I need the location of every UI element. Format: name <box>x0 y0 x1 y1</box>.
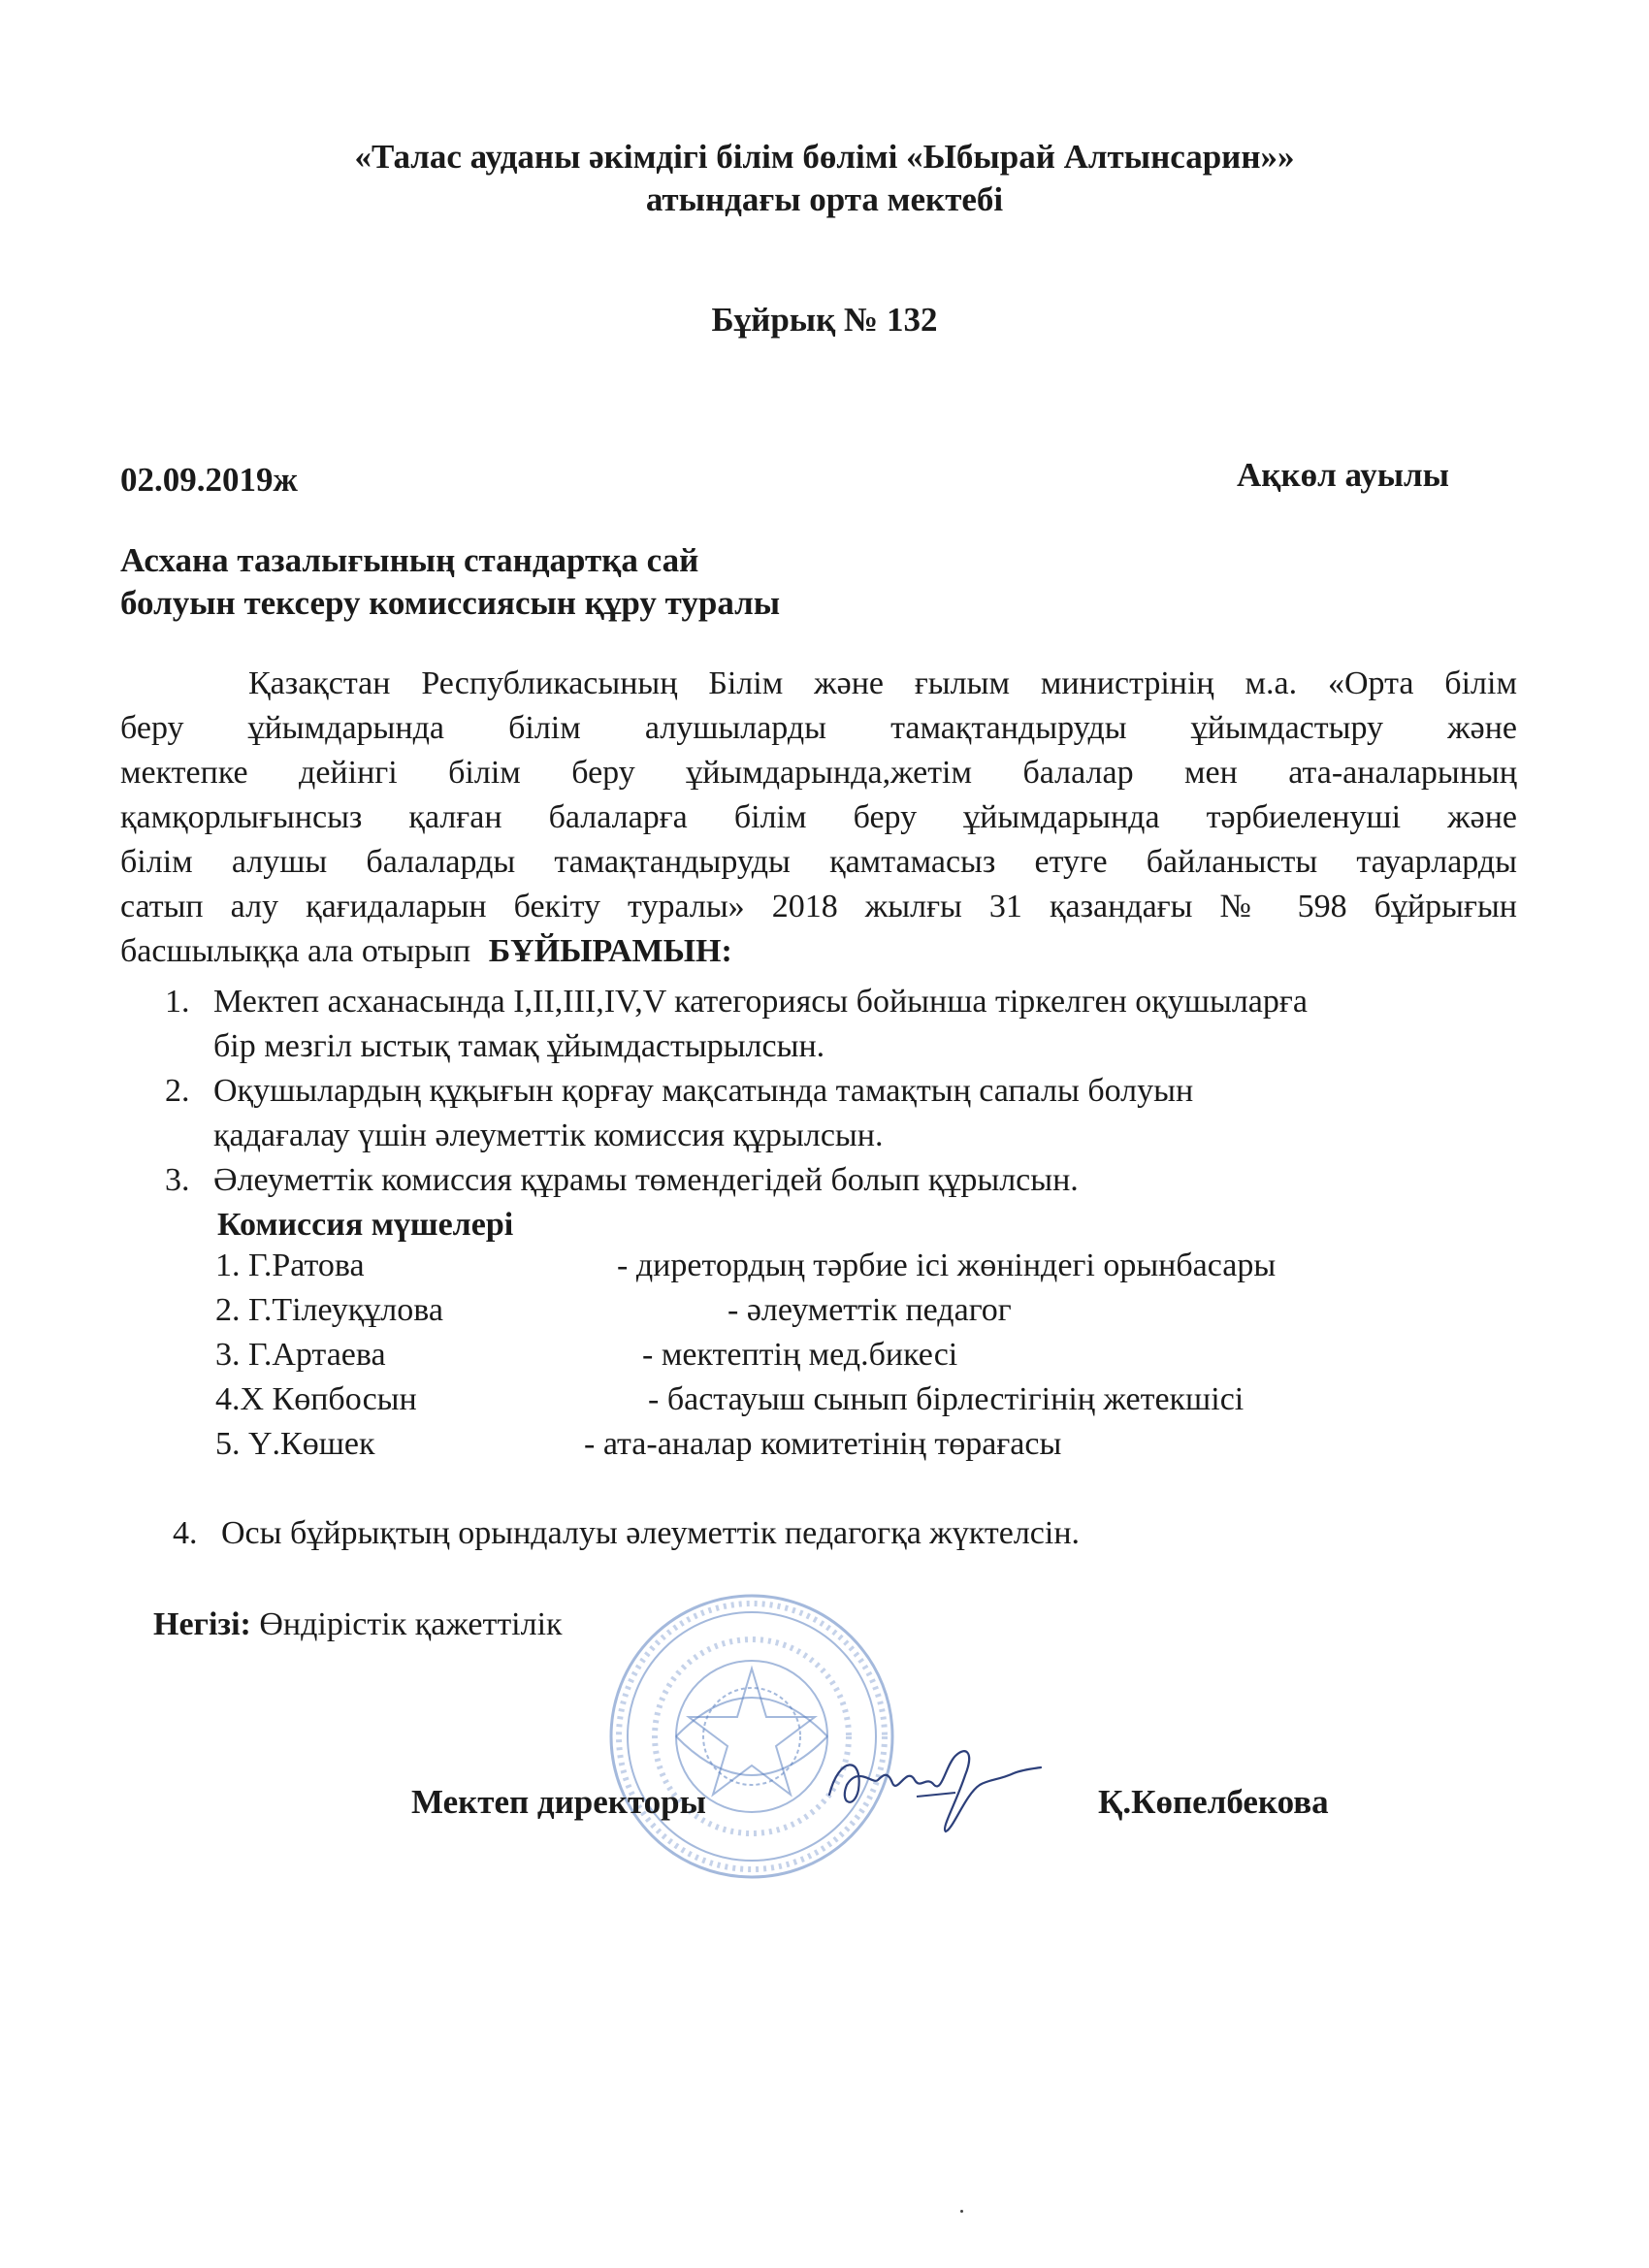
basis-text: Өндірістік қажеттілік <box>259 1606 563 1642</box>
order-title: Бұйрық № 132 <box>711 301 938 339</box>
list-item-number: 2. <box>165 1073 190 1109</box>
commission-member-role: - ата-аналар комитетінің төрағасы <box>584 1426 1062 1462</box>
basis-line <box>153 1603 563 1647</box>
preamble-line: беру ұйымдарында білім алушыларды тамақтандыруды ұйымдастыру және <box>120 710 1517 746</box>
commission-member-name: 1. Г.Ратова <box>215 1247 365 1283</box>
commission-heading: Комиссия мүшелері <box>217 1207 514 1243</box>
list-item-text: Оқушылардың құқығын қорғау мақсатында тамақтың сапалы болуын <box>213 1073 1194 1109</box>
preamble-line: қамқорлығынсыз қалған балаларға білім беру ұйымдарында тәрбиеленуші және <box>120 799 1517 835</box>
preamble-line: білім алушы балаларды тамақтандыруды қамтамасыз етуге байланысты тауарларды <box>120 844 1517 880</box>
signature-icon <box>820 1736 1043 1833</box>
commission-member-role: - әлеуметтік педагог <box>728 1292 1012 1328</box>
preamble-line: мектепке дейінгі білім беру ұйымдарында,жетім балалар мен ата-аналарының <box>120 755 1517 791</box>
list-item-continuation: қадағалау үшін әлеуметтік комиссия құрылсын. <box>213 1118 884 1153</box>
school-name-line1: «Талас ауданы әкімдігі білім бөлімі «Ыбырай Алтынсарин»» <box>354 138 1295 176</box>
preamble-last-line-prefix: басшылыққа ала отырып <box>120 933 471 969</box>
decree-word: БҰЙЫРАМЫН: <box>488 933 732 969</box>
list-item-number: 4. <box>173 1515 198 1551</box>
list-item-continuation: бір мезгіл ыстық тамақ ұйымдастырылсын. <box>213 1028 825 1064</box>
director-name: Қ.Көпелбекова <box>1098 1783 1329 1821</box>
director-position: Мектеп директоры <box>411 1783 706 1821</box>
order-place: Ақкөл ауылы <box>1237 456 1450 494</box>
school-name-line2: атындағы орта мектебі <box>645 180 1004 218</box>
commission-member-role: - мектептің мед.бикесі <box>642 1337 958 1373</box>
subject-line2: болуын тексеру комиссиясын құру туралы <box>120 584 781 622</box>
commission-member-name: 5. Ү.Көшек <box>215 1426 375 1462</box>
preamble-line: сатып алу қағидаларын бекіту туралы» 2018 жылғы 31 қазандағы № 598 бұйрығын <box>120 889 1517 924</box>
list-item-text: Әлеуметтік комиссия құрамы төмендегідей болып құрылсын. <box>213 1162 1079 1198</box>
order-date: 02.09.2019ж <box>120 461 298 499</box>
list-item-text: Мектеп асханасында I,II,III,IV,V категориясы бойынша тіркелген оқушыларға <box>213 984 1308 1020</box>
commission-member-role: - бастауыш сынып бірлестігінің жетекшісі <box>648 1381 1245 1417</box>
list-item-text: Осы бұйрықтың орындалуы әлеуметтік педагогқа жүктелсін. <box>221 1515 1081 1551</box>
commission-member-name: 4.Х Көпбосын <box>215 1381 417 1417</box>
list-item <box>165 980 1308 1024</box>
preamble-paragraph <box>120 662 1517 974</box>
scan-speck <box>960 2210 963 2213</box>
subject-line1: Асхана тазалығының стандартқа сай <box>120 541 699 579</box>
basis-label: Негізі: <box>153 1606 251 1642</box>
commission-member-name: 3. Г.Артаева <box>215 1337 386 1373</box>
list-item-number: 1. <box>165 984 190 1020</box>
list-item-number: 3. <box>165 1162 190 1198</box>
preamble-line: Қазақстан Республикасының Білім және ғылым министрінің м.а. «Орта білім <box>248 665 1517 701</box>
list-item <box>165 1069 1193 1114</box>
commission-member-name: 2. Г.Тілеуқұлова <box>215 1292 443 1328</box>
list-item <box>173 1511 1080 1556</box>
preamble-last-line <box>120 929 1517 974</box>
list-item <box>165 1158 1079 1203</box>
commission-member-role: - диретордың тәрбие ісі жөніндегі орынбасары <box>617 1247 1277 1283</box>
